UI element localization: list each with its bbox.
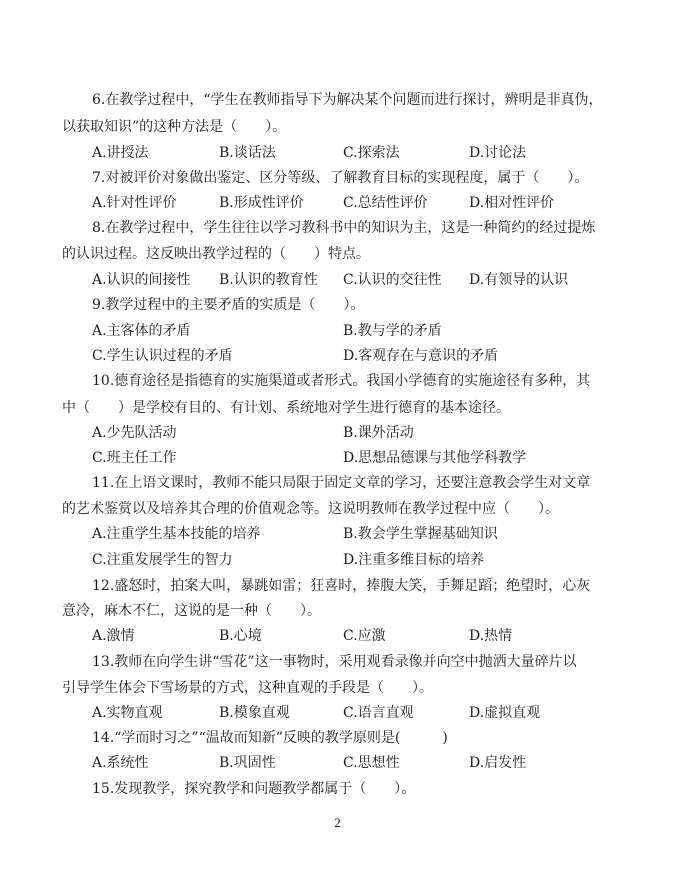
question-11-line-2: 的艺术鉴赏以及培养其合理的价值观念等。这说明教师在教学过程中应（ ）。 <box>62 501 559 517</box>
question-10-option-a: A.少先队活动 <box>92 425 177 441</box>
question-14-line-1: 14.“学而时习之”“温故而知新”反映的教学原则是( ) <box>92 730 448 746</box>
question-9-option-b: B.教与学的矛盾 <box>343 323 442 339</box>
question-9-option-c: C.学生认识过程的矛盾 <box>92 348 233 364</box>
question-6-line-1: 6.在教学过程中，“学生在教师指导下为解决某个问题而进行探讨，辨明是非真伪， <box>92 92 603 108</box>
question-6-option-d: D.讨论法 <box>469 145 527 161</box>
question-6-line-2: 以获取知识”的这种方法是（ ）。 <box>62 119 287 135</box>
page-number: 2 <box>334 815 341 830</box>
question-8-option-d: D.有领导的认识 <box>469 272 569 288</box>
question-7-option-a: A.针对性评价 <box>92 195 177 211</box>
question-10-option-b: B.课外活动 <box>343 425 414 441</box>
question-6-option-a: A.讲授法 <box>92 145 149 161</box>
question-8-option-a: A.认识的间接性 <box>92 272 191 288</box>
question-11-option-d: D.注重多维目标的培养 <box>343 552 485 568</box>
question-7-option-c: C.总结性评价 <box>343 195 428 211</box>
question-11-option-c: C.注重发展学生的智力 <box>92 552 233 568</box>
question-6-option-c: C.探索法 <box>343 145 400 161</box>
question-11-option-b: B.教会学生掌握基础知识 <box>343 526 498 542</box>
question-7-option-b: B.形成性评价 <box>219 195 304 211</box>
question-8-line-1: 8.在教学过程中，学生往往以学习教科书中的知识为主，这是一种简约的经过提炼 <box>92 220 596 236</box>
question-13-line-1: 13.教师在向学生讲“雪花”这一事物时，采用观看录像并向空中抛洒大量碎片以 <box>92 654 577 670</box>
question-8-line-2: 的认识过程。这反映出教学过程的（ ）特点。 <box>62 246 370 262</box>
question-13-option-d: D.虚拟直观 <box>469 705 541 721</box>
question-9-option-a: A.主客体的矛盾 <box>92 323 191 339</box>
question-12-option-c: C.应激 <box>343 628 386 644</box>
question-12-option-d: D.热情 <box>469 628 513 644</box>
question-11-option-a: A.注重学生基本技能的培养 <box>92 526 261 542</box>
question-10-option-d: D.思想品德课与其他学科教学 <box>343 450 527 466</box>
question-12-line-2: 意冷，麻木不仁，这说的是一种（ ）。 <box>62 603 321 619</box>
question-7-line-1: 7.对被评价对象做出鉴定、区分等级、了解教育目标的实现程度，属于（ ）。 <box>92 170 589 186</box>
question-15-line-1: 15.发现教学，探究教学和问题教学都属于（ ）。 <box>92 781 416 797</box>
question-10-line-1: 10.德育途径是指德育的实施渠道或者形式。我国小学德育的实施途径有多种，其 <box>92 373 591 389</box>
question-10-line-2: 中（ ）是学校有目的、有计划、系统地对学生进行德育的基本途径。 <box>62 400 510 416</box>
question-6-option-b: B.谈话法 <box>219 145 276 161</box>
question-14-option-c: C.思想性 <box>343 755 400 771</box>
question-7-option-d: D.相对性评价 <box>469 195 555 211</box>
question-14-option-d: D.启发性 <box>469 755 527 771</box>
question-14-option-b: B.巩固性 <box>219 755 276 771</box>
question-13-option-c: C.语言直观 <box>343 705 414 721</box>
question-10-option-c: C.班主任工作 <box>92 450 177 466</box>
question-8-option-b: B.认识的教育性 <box>219 272 318 288</box>
question-8-option-c: C.认识的交往性 <box>343 272 442 288</box>
question-13-option-a: A.实物直观 <box>92 705 163 721</box>
question-12-option-b: B.心境 <box>219 628 262 644</box>
question-9-option-d: D.客观存在与意识的矛盾 <box>343 348 499 364</box>
question-12-option-a: A.激情 <box>92 628 135 644</box>
question-12-line-1: 12.盛怒时，拍案大叫，暴跳如雷；狂喜时，捧腹大笑，手舞足蹈；绝望时，心灰 <box>92 578 591 594</box>
question-13-line-2: 引导学生体会下雪场景的方式，这种直观的手段是（ ）。 <box>62 680 433 696</box>
question-13-option-b: B.模象直观 <box>219 705 290 721</box>
question-14-option-a: A.系统性 <box>92 755 149 771</box>
question-11-line-1: 11.在上语文课时，教师不能只局限于固定文章的学习，还要注意教会学生对文章 <box>92 475 591 491</box>
question-9-line-1: 9.教学过程中的主要矛盾的实质是（ ）。 <box>92 297 365 313</box>
